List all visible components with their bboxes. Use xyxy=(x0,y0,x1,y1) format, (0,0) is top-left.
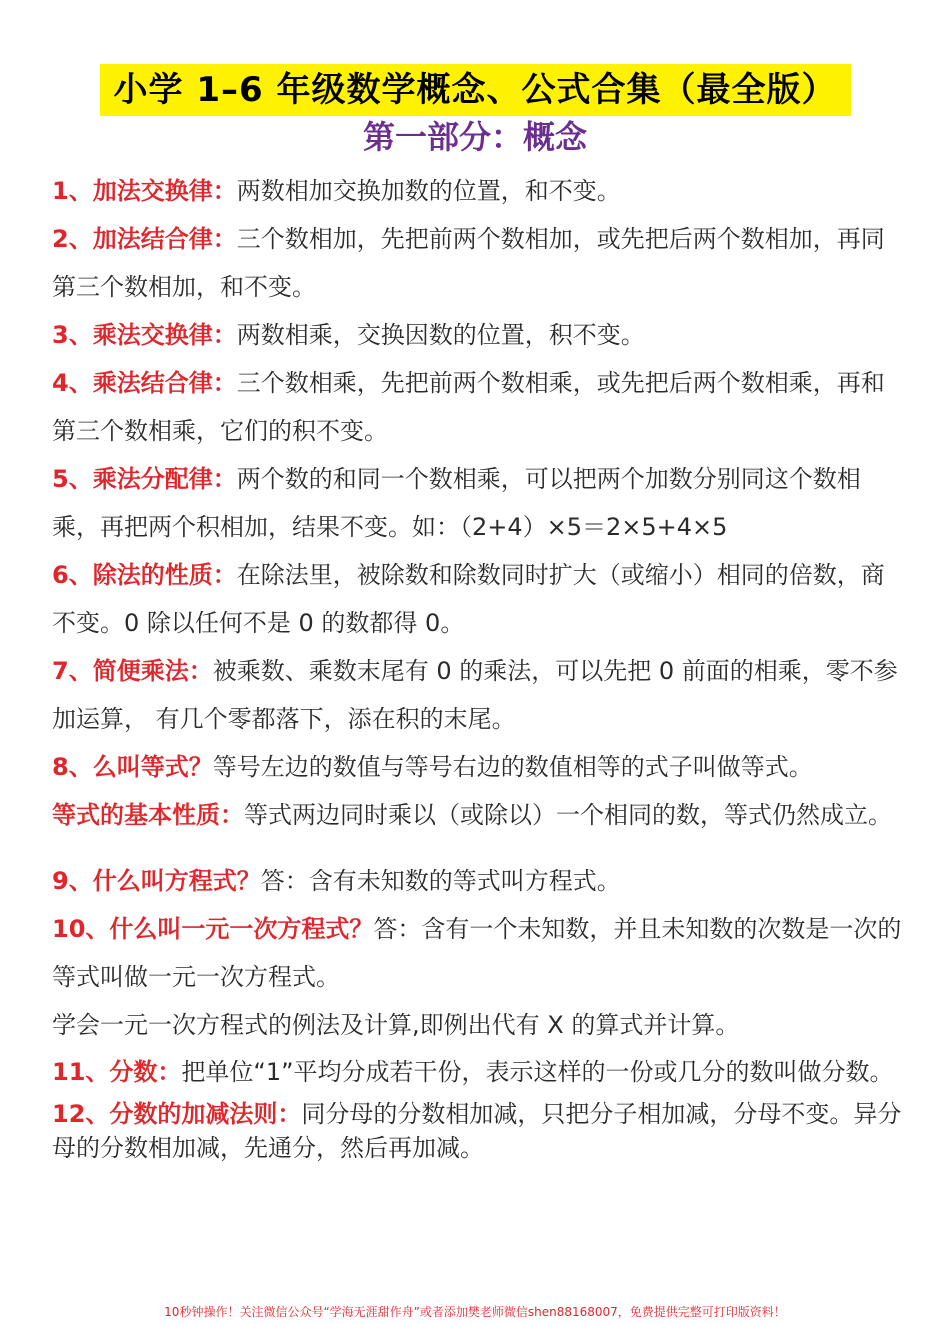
concept-label: 1、加法交换律： xyxy=(52,177,237,205)
concept-text: 同分母的分数相加减，只把分子相加减，分母不变。异分母的分数相加减，先通分，然后再加减。 xyxy=(52,1100,902,1162)
concept-label: 6、除法的性质： xyxy=(52,561,237,589)
footer-notice: 10秒钟操作！关注微信公众号“学海无涯甜作舟”或者添加樊老师微信shen88168007，免费提供完整可打印版资料！ xyxy=(164,1305,786,1319)
concept-item xyxy=(52,167,902,215)
concept-label: 5、乘法分配律： xyxy=(52,465,237,493)
concept-label: 12、分数的加减法则： xyxy=(52,1100,302,1128)
concept-item xyxy=(52,455,902,551)
title-wrap xyxy=(0,64,950,116)
concept-label: 8、么叫等式？ xyxy=(52,753,213,781)
page-title: 小学 1–6 年级数学概念、公式合集（最全版） xyxy=(100,64,851,116)
concept-list xyxy=(52,167,902,1173)
concept-text: 等号左边的数值与等号右边的数值相等的式子叫做等式。 xyxy=(212,753,813,781)
concept-text: 答：含有一个未知数，并且未知数的次数是一次的等式叫做一元一次方程式。 xyxy=(52,915,902,991)
concept-text: 学会一元一次方程式的例法及计算,即例出代有 X 的算式并计算。 xyxy=(52,1011,740,1039)
concept-label: 4、乘法结合律： xyxy=(52,369,237,397)
concept-item xyxy=(52,905,902,1001)
concept-label: 2、加法结合律： xyxy=(52,225,237,253)
concept-text: 三个数相加，先把前两个数相加，或先把后两个数相加，再同第三个数相加，和不变。 xyxy=(52,225,885,301)
section-subtitle: 第一部分：概念 xyxy=(362,118,587,156)
concept-text: 把单位“1”平均分成若干份，表示这样的一份或几分的数叫做分数。 xyxy=(181,1058,894,1086)
concept-label: 等式的基本性质： xyxy=(52,801,244,829)
concept-item xyxy=(52,311,902,359)
concept-text: 两数相加交换加数的位置，和不变。 xyxy=(236,177,621,205)
concept-item xyxy=(52,1097,902,1165)
concept-item xyxy=(52,791,902,839)
concept-text: 等式两边同时乘以（或除以）一个相同的数，等式仍然成立。 xyxy=(244,801,892,829)
concept-text: 答：含有未知数的等式叫方程式。 xyxy=(260,867,621,895)
concept-item xyxy=(52,857,902,905)
concept-text: 被乘数、乘数末尾有 0 的乘法，可以先把 0 前面的相乘，零不参加运算， 有几个零都落下，添在积的末尾。 xyxy=(52,657,898,733)
concept-text: 在除法里，被除数和除数同时扩大（或缩小）相同的倍数，商不变。0 除以任何不是 0 的数都得 0。 xyxy=(52,561,885,637)
concept-text: 三个数相乘，先把前两个数相乘，或先把后两个数相乘，再和第三个数相乘，它们的积不变。 xyxy=(52,369,885,445)
concept-text: 两数相乘，交换因数的位置，积不变。 xyxy=(236,321,645,349)
concept-item xyxy=(52,1055,902,1089)
concept-label: 7、简便乘法： xyxy=(52,657,213,685)
concept-item xyxy=(52,743,902,791)
concept-item xyxy=(52,359,902,455)
concept-note xyxy=(52,1001,902,1049)
concept-item xyxy=(52,647,902,743)
concept-label: 3、乘法交换律： xyxy=(52,321,237,349)
concept-label: 11、分数： xyxy=(52,1058,182,1086)
concept-item xyxy=(52,551,902,647)
concept-label: 10、什么叫一元一次方程式？ xyxy=(52,915,374,943)
concept-label: 9、什么叫方程式？ xyxy=(52,867,261,895)
concept-item xyxy=(52,215,902,311)
concept-text: 两个数的和同一个数相乘，可以把两个加数分别同这个数相乘，再把两个积相加，结果不变。如：（2+4）×5＝2×5+4×5 xyxy=(52,465,861,541)
